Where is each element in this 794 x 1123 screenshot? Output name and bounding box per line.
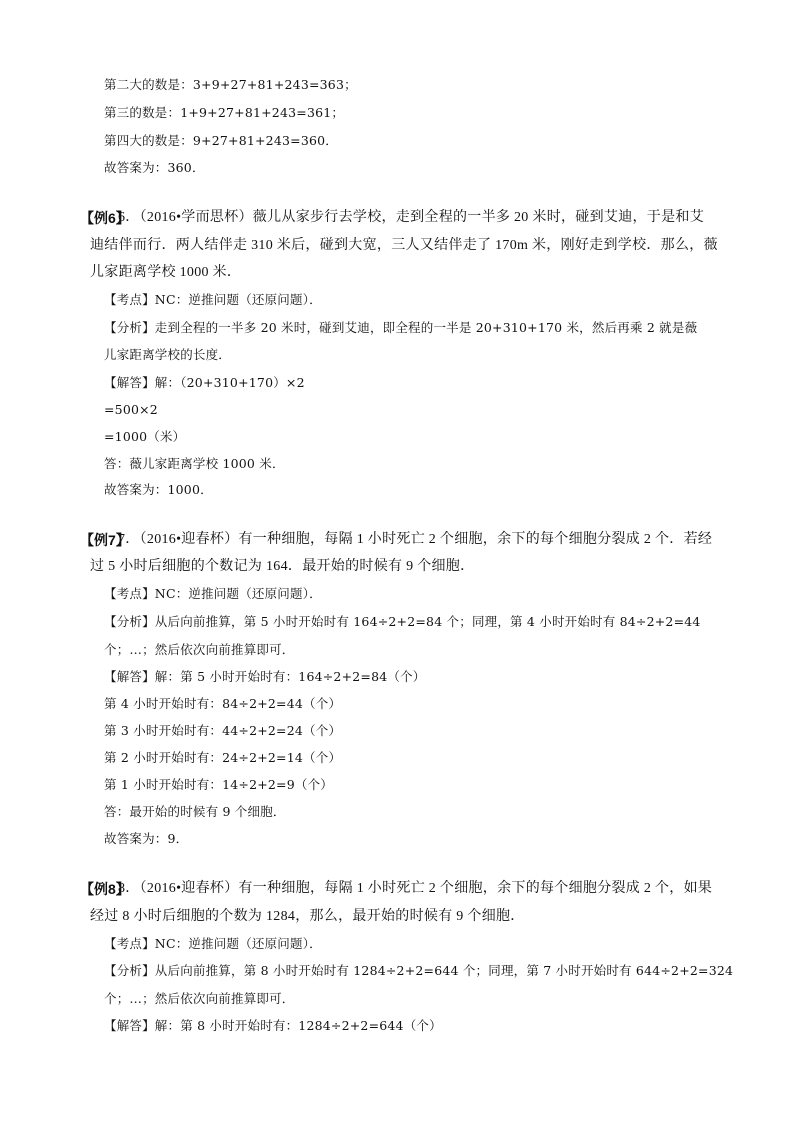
example-6-kaodian: 【考点】NC：逆推问题（还原问题）． (104, 292, 322, 307)
example-8-kaodian: 【考点】NC：逆推问题（还原问题）． (104, 936, 322, 951)
example-7-step: 第 3 小时开始时有：44÷2+2=24（个） (104, 723, 342, 738)
example-6-question-line: 儿家距离学校 1000 米． (90, 265, 242, 280)
example-6-question-line: 6．（2016•学而思杯）薇儿从家步行去学校，走到全程的一半多 20 米时，碰到艾迪，于是和艾 (118, 210, 704, 225)
example-8-fenxi: 个；…；然后依次向前推算即可． (104, 991, 295, 1006)
example-7-step: 第 4 小时开始时有：84÷2+2=44（个） (104, 696, 342, 711)
example-7-jieda: 【解答】解：第 5 小时开始时有：164÷2+2=84（个） (104, 669, 426, 684)
example-8-label: 【例8】 (80, 881, 130, 897)
text-line: 第二大的数是：3+9+27+81+243=363； (104, 77, 357, 92)
example-6-label: 【例6】 (80, 210, 130, 226)
text-line: 第四大的数是：9+27+81+243=360． (104, 133, 338, 148)
example-7-answer: 答：最开始的时候有 9 个细胞． (104, 804, 286, 819)
text-line: 第三的数是：1+9+27+81+243=361； (104, 105, 345, 120)
text-line: 故答案为：360． (104, 160, 205, 175)
example-6-step: =500×2 (104, 402, 158, 417)
example-6-answer: 答：薇儿家距离学校 1000 米． (104, 456, 285, 471)
example-7-fenxi: 【分析】从后向前推算，第 5 小时开始时有 164÷2+2=84 个；同理，第 4 小时开始时有 84÷2+2=44 (104, 614, 701, 629)
example-7-step: 第 1 小时开始时有：14÷2+2=9（个） (104, 777, 333, 792)
example-6-question-line: 迪结伴而行．两人结伴走 310 米后，碰到大宽，三人又结伴走了 170m 米，刚好走到学校．那么，薇 (90, 238, 718, 253)
example-7-question-line: 过 5 小时后细胞的个数记为 164．最开始的时候有 9 个细胞． (90, 559, 475, 574)
example-8-question-line: 经过 8 小时后细胞的个数为 1284，那么，最开始的时候有 9 个细胞． (90, 909, 525, 924)
example-6-fenxi: 【分析】走到全程的一半多 20 米时，碰到艾迪，即全程的一半是 20+310+170 米，然后再乘 2 就是薇 (104, 320, 698, 335)
example-8-fenxi: 【分析】从后向前推算，第 8 小时开始时有 1284÷2+2=644 个；同理，第 7 小时开始时有 644÷2+2=324 (104, 963, 734, 978)
example-8-question-line: 8．（2016•迎春杯）有一种细胞，每隔 1 小时死亡 2 个细胞，余下的每个细胞分裂成 2 个，如果 (118, 881, 713, 896)
example-7-label: 【例7】 (80, 532, 130, 548)
example-6-step: =1000（米） (104, 429, 186, 444)
example-7-question-line: 7．（2016•迎春杯）有一种细胞，每隔 1 小时死亡 2 个细胞，余下的每个细胞分裂成 2 个．若经 (118, 532, 713, 547)
example-7-final: 故答案为：9． (104, 831, 189, 846)
example-7-step: 第 2 小时开始时有：24÷2+2=14（个） (104, 750, 342, 765)
example-6-fenxi: 儿家距离学校的长度． (104, 347, 232, 362)
example-7-kaodian: 【考点】NC：逆推问题（还原问题）． (104, 586, 322, 601)
example-6-final: 故答案为：1000． (104, 482, 213, 497)
example-6-jieda: 【解答】解：（20+310+170）×2 (104, 375, 305, 390)
example-8-jieda: 【解答】解：第 8 小时开始时有：1284÷2+2=644（个） (104, 1018, 442, 1033)
example-7-fenxi: 个；…；然后依次向前推算即可． (104, 642, 295, 657)
